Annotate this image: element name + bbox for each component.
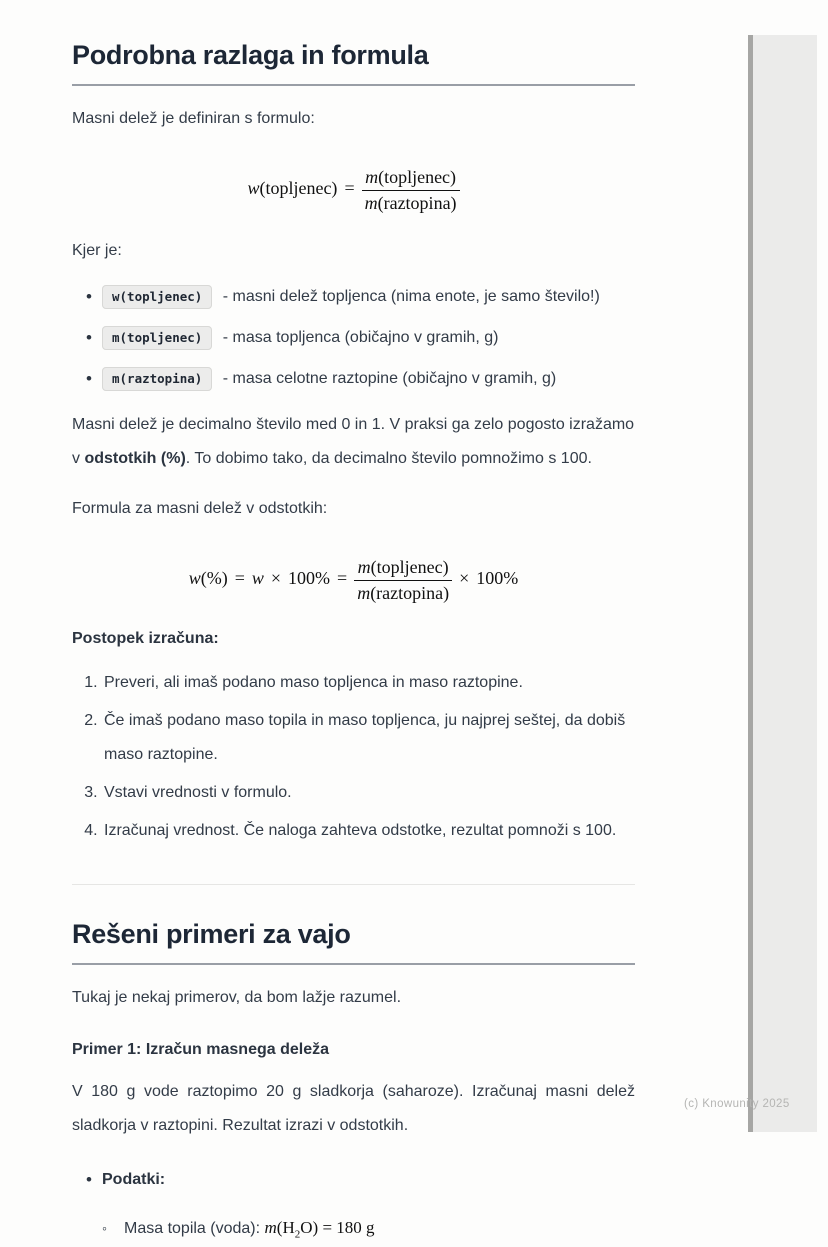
- sub-item-label: Masa topila (voda):: [124, 1220, 265, 1238]
- definition-text: - masni delež topljenca (nima enote, je samo število!): [222, 288, 600, 306]
- primer1-heading: Primer 1: Izračun masnega deleža: [72, 1041, 329, 1059]
- fraction: $\frac{\text{m(topljenec)}}{\text{m(raztopina)}}$: [362, 166, 460, 214]
- primer1-paragraph: V 180 g vode raztopimo 20 g sladkorja (saharoze). Izračunaj masni delež sladkorja v raztopini. Rezultat izrazi v odstotkih.: [72, 1083, 635, 1135]
- section2-intro: Tukaj je nekaj primerov, da bom lažje razumel.: [72, 989, 402, 1007]
- postopek-heading: Postopek izračuna:: [72, 630, 219, 648]
- step-item: 1. Preveri, ali imaš podano maso topljenca in maso raztopine.: [102, 666, 635, 700]
- definition-text: - masa topljenca (običajno v gramih, g): [222, 329, 499, 347]
- decimal-paragraph: Masni delež je decimalno število med 0 in 1. V praksi ga zelo pogosto izražamo v odstotkih (%). To dobimo tako, da decimalno število pomnožimo s 100.: [72, 416, 635, 468]
- step-item: 4. Izračunaj vrednost. Če naloga zahteva odstotke, rezultat pomnoži s 100.: [102, 814, 635, 848]
- title-underline-rule: [72, 84, 635, 86]
- code-chip-m-topljenec: m(topljenec): [102, 326, 212, 350]
- section-divider: [72, 884, 635, 885]
- code-chip-w-topljenec: w(topljenec): [102, 285, 212, 309]
- kjer-je-label: Kjer je:: [72, 242, 122, 260]
- code-chip-m-raztopina: m(raztopina): [102, 367, 212, 391]
- list-item: [72, 284, 635, 310]
- podatki-sub-list: [102, 1215, 635, 1247]
- procedure-steps: [72, 666, 635, 848]
- section-title-podrobna-razlaga: Podrobna razlaga in formula: [72, 40, 429, 70]
- podatki-list: [72, 1167, 635, 1247]
- step-item: 3. Vstavi vrednosti v formulo.: [102, 776, 635, 810]
- list-item: [72, 366, 635, 392]
- formula-var-w: w: [247, 178, 260, 199]
- watermark: (c) Knowunity 2025: [684, 1098, 790, 1110]
- podatki-label: Podatki:: [102, 1171, 166, 1189]
- inline-math-h2o: $m(H_2O) = 180$ g: [264, 1218, 375, 1241]
- formula-pct-intro: Formula za masni delež v odstotkih:: [72, 500, 328, 518]
- formula-mass-fraction-percent: w(%) = w × 100% = $\frac{\text{m(topljenec)}}{\text{m(raztopina)}}$ × 100%: [188, 557, 519, 603]
- step-item: 2. Če imaš podano maso topila in maso topljenca, ju najprej seštej, da dobiš maso raztopine.: [102, 704, 635, 772]
- document-page: [72, 40, 635, 1247]
- title-underline-rule: [72, 963, 635, 965]
- fraction: $\frac{\text{m(topljenec)}}{\text{m(raztopina)}}$: [354, 556, 452, 604]
- section-title-reseni-primeri: Rešeni primeri za vajo: [72, 919, 351, 950]
- definition-list: [72, 284, 635, 392]
- formula-mass-fraction: w(topljenec) = $\frac{\text{m(topljenec)}}{\text{m(raztopina)}}$: [72, 166, 635, 214]
- sub-list-item: [102, 1215, 635, 1247]
- definition-text: - masa celotne raztopine (običajno v gramih, g): [222, 370, 557, 388]
- intro-paragraph: Masni delež je definiran s formulo:: [72, 110, 315, 128]
- next-page-preview[interactable]: [753, 35, 817, 1132]
- list-item: [72, 325, 635, 351]
- list-item-podatki: [72, 1167, 635, 1247]
- bold-odstotkih: odstotkih (%): [84, 450, 186, 468]
